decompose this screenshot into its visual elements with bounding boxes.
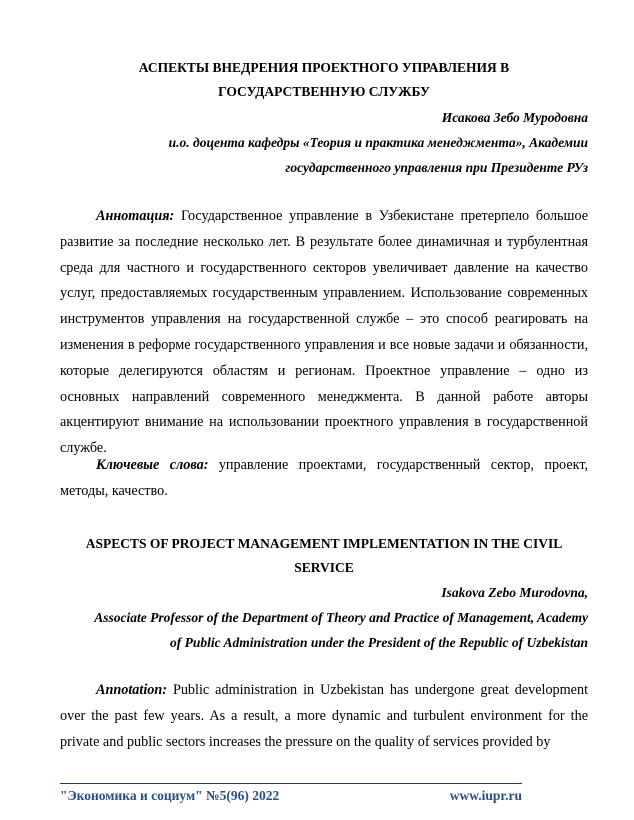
abstract-en — [60, 678, 588, 755]
title-en-line2: SERVICE — [294, 560, 354, 575]
footer-rule — [60, 783, 522, 784]
author-affiliation-en-line2: of Public Administration under the President of the Republic of Uzbekistan — [169, 635, 588, 650]
keywords-label-ru: Ключевые слова: — [96, 457, 209, 473]
title-en — [60, 532, 588, 580]
title-ru-line2: ГОСУДАРСТВЕННУЮ СЛУЖБУ — [218, 84, 430, 99]
title-ru-line1: АСПЕКТЫ ВНЕДРЕНИЯ ПРОЕКТНОГО УПРАВЛЕНИЯ В — [138, 60, 510, 75]
author-affiliation-ru-line1: и.о. доцента кафедры «Теория и практика менеджмента», Академии — [168, 135, 588, 150]
author-name-ru: Исакова Зебо Муродовна — [441, 110, 588, 125]
footer-website-link[interactable]: www.iupr.ru — [449, 788, 522, 803]
abstract-label-en: Annotation: — [96, 682, 167, 698]
abstract-label-ru: Аннотация: — [96, 208, 175, 224]
author-block-ru — [60, 105, 588, 180]
footer-journal: "Экономика и социум" №5(96) 2022 — [60, 788, 280, 803]
author-name-en: Isakova Zebo Murodovna, — [441, 585, 588, 600]
abstract-ru — [60, 204, 588, 462]
author-affiliation-ru-line2: государственного управления при Президенте РУз — [285, 160, 588, 175]
abstract-text-en: Public administration in Uzbekistan has undergone great development over the past few years. As a result, a more dynamic and turbulent environment for the private and public sectors increases the pressure on the quality of services provided by — [60, 682, 589, 750]
abstract-text-ru: Государственное управление в Узбекистане претерпело большое развитие за последние несколько лет. В результате более динамичная и турбулентная среда для частного и государственного секторов увеличивает давление на качество услуг, предоставляемых государственным управлением. Использование современных инструментов управления на государственной службе – это способ реагировать на изменения в реформе государственного управления и все новые задачи и обязанности, которые делегируются областям и регионам. Проектное управление – одно из основных направлений современного менеджмента. В данной работе авторы акцентируют внимание на использовании проектного управления в государственной службе. — [60, 208, 589, 457]
author-affiliation-en-line1: Associate Professor of the Department of Theory and Practice of Management, Academy — [94, 610, 588, 625]
title-en-line1: ASPECTS OF PROJECT MANAGEMENT IMPLEMENTATION IN THE CIVIL — [85, 536, 563, 551]
keywords-ru — [60, 453, 588, 505]
title-ru — [60, 56, 588, 104]
keywords-text-ru: управление проектами, государственный сектор, проект, методы, качество. — [60, 457, 588, 499]
author-block-en — [60, 580, 588, 655]
